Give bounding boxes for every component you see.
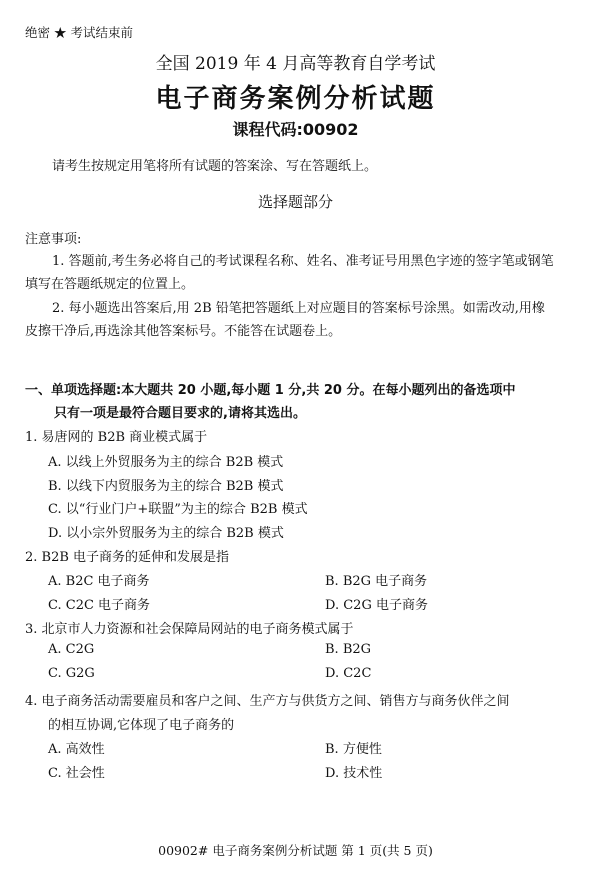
question-4-option-b: B. 方便性	[325, 742, 382, 757]
question-1-option-a: A. 以线上外贸服务为主的综合 B2B 模式	[48, 455, 284, 470]
answer-instruction: 请考生按规定用笔将所有试题的答案涂、写在答题纸上。	[52, 159, 378, 174]
question-1-stem: 1. 易唐网的 B2B 商业模式属于	[25, 430, 208, 445]
question-2-stem: 2. B2B 电子商务的延伸和发展是指	[25, 550, 230, 565]
section-title: 选择题部分	[257, 193, 333, 211]
note-2-line-2: 皮擦干净后,再选涂其他答案标号。不能答在试题卷上。	[25, 324, 342, 339]
question-1-option-c: C. 以“行业门户+联盟”为主的综合 B2B 模式	[48, 502, 308, 517]
question-2-option-d: D. C2G 电子商务	[325, 598, 428, 613]
confidential-mark: 绝密 ★ 考试结束前	[25, 25, 133, 40]
question-4-option-d: D. 技术性	[325, 766, 383, 781]
question-3-option-a: A. C2G	[48, 642, 95, 657]
question-3-option-b: B. B2G	[325, 642, 372, 657]
question-2-option-c: C. C2C 电子商务	[48, 598, 151, 613]
exam-title: 全国 2019 年 4 月高等教育自学考试	[155, 54, 436, 74]
question-2-option-b: B. B2G 电子商务	[325, 574, 428, 589]
question-4-option-a: A. 高效性	[48, 742, 105, 757]
note-2-line-1: 2. 每小题选出答案后,用 2B 铅笔把答题纸上对应题目的答案标号涂黑。如需改动,用橡	[52, 301, 545, 316]
part1-heading-line-1: 一、单项选择题:本大题共 20 小题,每小题 1 分,共 20 分。在每小题列出的备选项中	[25, 383, 516, 398]
note-1-line-1: 1. 答题前,考生务必将自己的考试课程名称、姓名、准考证号用黑色字迹的签字笔或钢笔	[52, 254, 554, 269]
question-3-option-c: C. G2G	[48, 666, 95, 681]
question-1-option-b: B. 以线下内贸服务为主的综合 B2B 模式	[48, 479, 284, 494]
question-4-stem-line-2: 的相互协调,它体现了电子商务的	[48, 718, 235, 733]
question-3-stem: 3. 北京市人力资源和社会保障局网站的电子商务模式属于	[25, 622, 354, 637]
notes-heading: 注意事项:	[25, 232, 82, 247]
question-4-option-c: C. 社会性	[48, 766, 105, 781]
part1-heading-line-2: 只有一项是最符合题目要求的,请将其选出。	[54, 406, 306, 421]
question-2-option-a: A. B2C 电子商务	[48, 574, 150, 589]
course-code: 课程代码:00902	[232, 120, 359, 139]
question-4-stem-line-1: 4. 电子商务活动需要雇员和客户之间、生产方与供货方之间、销售方与商务伙伴之间	[25, 694, 510, 709]
question-3-option-d: D. C2C	[325, 666, 372, 681]
note-1-line-2: 填写在答题纸规定的位置上。	[25, 277, 195, 292]
page-footer: 00902# 电子商务案例分析试题 第 1 页(共 5 页)	[158, 843, 433, 858]
question-1-option-d: D. 以小宗外贸服务为主的综合 B2B 模式	[48, 526, 284, 541]
subject-title: 电子商务案例分析试题	[155, 84, 436, 114]
